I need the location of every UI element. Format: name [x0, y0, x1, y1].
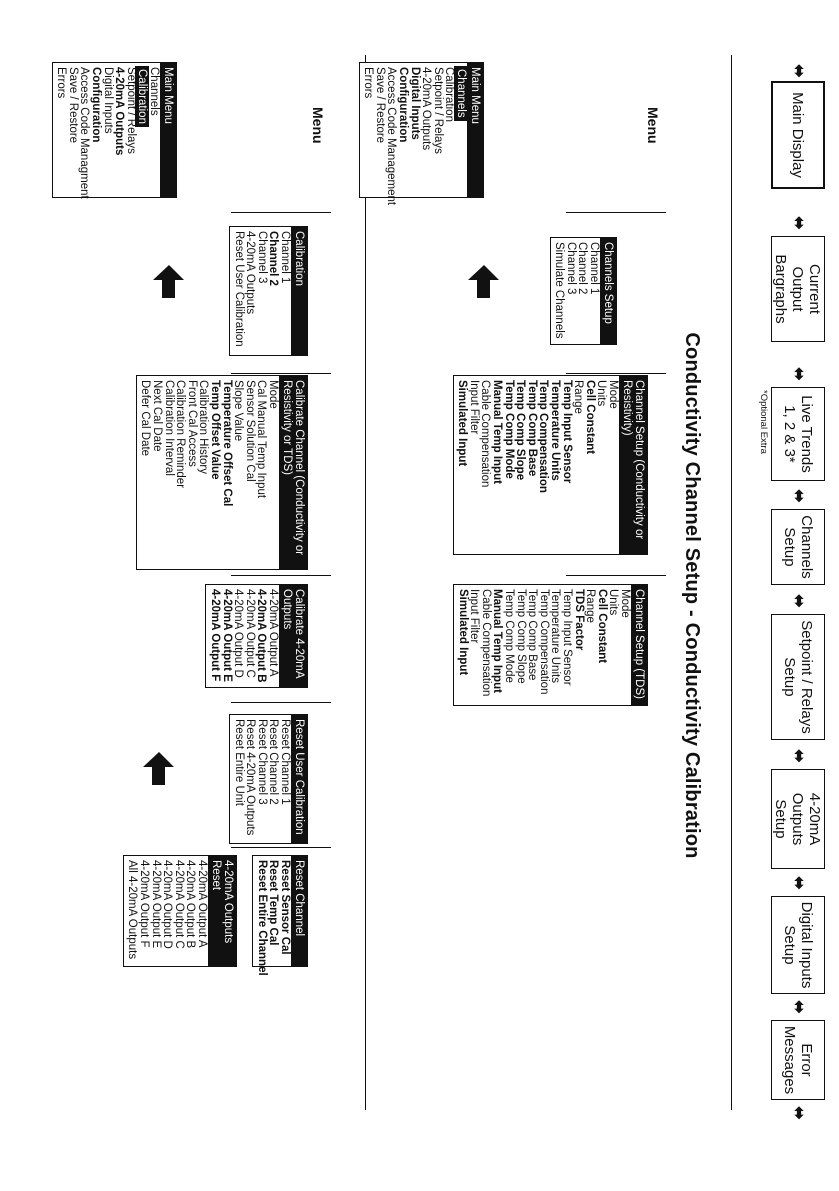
menu-item[interactable]: Mode [619, 589, 631, 618]
menu-item[interactable]: Simulate Channels [553, 242, 566, 339]
menu-item[interactable]: Next Cal Date [151, 380, 164, 452]
menu-item[interactable]: Errors [362, 67, 375, 99]
menu-item[interactable]: Units [607, 589, 620, 616]
menu-header: Calibrate Channel (Conductivity or Resistivity or TDS) [279, 376, 307, 569]
left-right-arrow-icon: ⬌ [790, 1106, 807, 1120]
up-arrow-icon [152, 265, 184, 299]
menu-label: Menu [645, 107, 661, 144]
menu-item[interactable]: Save / Restore [373, 67, 386, 144]
menu-item[interactable]: Temp Comp Mode [502, 380, 515, 479]
menu-item[interactable]: Manual Temp Input [491, 380, 504, 484]
menu-item[interactable]: Reset Entire Channel [255, 860, 268, 976]
menu-item[interactable]: Temperature Offset Cal [220, 380, 233, 507]
left-right-arrow-icon: ⬌ [790, 594, 807, 608]
menu-item[interactable]: Reset Channel 3 [255, 719, 268, 805]
menu-item[interactable]: Cable Compensation [479, 589, 492, 697]
left-right-arrow-icon: ⬌ [790, 749, 807, 763]
error-messages-box: Error Messages [771, 1020, 825, 1100]
menu-item[interactable]: Reset Channel 1 [279, 719, 291, 805]
current-output-bargraphs-box: Current Output Bargraphs [771, 236, 825, 342]
channels-setup-panel [550, 237, 617, 345]
menu-item[interactable]: Front Cal Access [185, 380, 198, 467]
menu-item[interactable]: 4-20mA Output F [138, 860, 151, 948]
column-separator [566, 575, 666, 576]
menu-item[interactable]: Cable Compensation [479, 380, 492, 488]
menu-item[interactable]: Cal Manual Temp Input [255, 380, 268, 499]
menu-item[interactable]: 4-20mA Outputs [420, 67, 433, 151]
menu-header [619, 376, 647, 554]
setpoint-relays-setup-box: Setpoint / Relays Setup [771, 614, 825, 740]
up-arrow-icon [467, 265, 499, 299]
menu-item-channels[interactable]: Channels [455, 69, 467, 118]
menu-item[interactable]: 4-20mA Outputs [244, 231, 257, 315]
reset-channel-panel [252, 855, 308, 976]
menu-item[interactable]: Range [572, 380, 585, 414]
menu-header: Main Menu [467, 63, 483, 197]
menu-item[interactable]: Channel 1 [279, 231, 291, 284]
column-separator [231, 373, 331, 374]
menu-item[interactable]: 4-20mA Output E [149, 860, 162, 949]
live-trends-box: Live Trends 1, 2 & 3* [771, 387, 825, 481]
menu-item[interactable]: Calibration [443, 67, 456, 122]
menu-item[interactable]: Calibration Interval [162, 380, 175, 476]
menu-item[interactable]: Temp Offset Value [209, 380, 222, 480]
menu-item[interactable]: Temp Comp Slope [514, 380, 527, 481]
menu-item[interactable]: Digital Inputs [101, 67, 114, 134]
top-divider [731, 55, 732, 1110]
menu-header: Channel Setup (TDS) [631, 585, 647, 705]
menu-item[interactable]: 4-20mA Output C [243, 589, 256, 678]
menu-item[interactable]: Temperature Units [549, 589, 562, 683]
menu-item[interactable]: Channel 2 [576, 242, 589, 295]
menu-item[interactable]: Temp Comp Base [526, 589, 539, 681]
menu-item[interactable]: Access Code Management [385, 67, 398, 206]
menu-header: Main Menu [160, 63, 176, 197]
menu-item[interactable]: Channel 3 [255, 231, 268, 284]
calibration-panel [229, 226, 308, 356]
menu-item[interactable]: Errors [55, 67, 68, 99]
menu-item[interactable]: Access Code Managment [78, 67, 91, 199]
menu-item[interactable]: All 4-20mA Outputs [126, 860, 139, 960]
page-title: Conductivity Channel Setup - Conductivity Calibration [681, 332, 703, 859]
menu-item[interactable]: Simulated Input [456, 380, 469, 467]
menu-item[interactable]: Units [595, 380, 608, 407]
outputs-setup-box: 4-20mA Outputs Setup [771, 769, 825, 869]
channels-setup-box: Channels Setup [771, 509, 825, 585]
channel-setup-conductivity-panel [453, 375, 648, 555]
left-right-arrow-icon: ⬌ [790, 367, 807, 381]
menu-item[interactable]: Temp Comp Slope [514, 589, 527, 684]
menu-item[interactable]: 4-20mA Output B [255, 589, 268, 683]
menu-item[interactable]: Reset Entire Unit [232, 719, 245, 806]
menu-item[interactable]: TDS Factor [572, 589, 585, 651]
main-display-box: Main Display [771, 81, 825, 189]
menu-item[interactable]: 4-20mA Output C [172, 860, 185, 949]
menu-item[interactable]: Sensor Solution Cal [243, 380, 256, 482]
menu-item[interactable]: Setpoint / Relays [124, 67, 137, 154]
menu-header: 4-20mA Outputs Reset [208, 856, 236, 966]
menu-item[interactable]: 4-20mA Output E [220, 589, 233, 682]
left-right-arrow-icon: ⬌ [790, 64, 807, 78]
menu-item[interactable]: Cell Constant [595, 589, 608, 664]
menu-item[interactable]: Mode [607, 380, 619, 409]
menu-item[interactable]: Reset Temp Cal [267, 860, 280, 946]
menu-label: Menu [310, 107, 326, 144]
menu-item[interactable]: Reset Sensor Cal [279, 860, 291, 955]
column-separator [566, 212, 666, 213]
menu-item[interactable]: 4-20mA Output A [267, 589, 279, 677]
column-separator [231, 575, 331, 576]
up-arrow-icon [142, 752, 174, 786]
menu-item[interactable]: Defer Cal Date [139, 380, 152, 457]
menu-item[interactable]: Digital Inputs [408, 67, 421, 140]
menu-item[interactable]: 4-20mA Outputs [113, 67, 126, 156]
menu-item[interactable]: 4-20mA Output F [209, 589, 222, 682]
menu-item[interactable]: Slope Value [232, 380, 245, 442]
menu-item[interactable]: Simulated Input [456, 589, 469, 676]
digital-inputs-setup-box: Digital Inputs Setup [771, 896, 825, 994]
menu-item[interactable]: 4-20mA Output D [161, 860, 174, 949]
menu-item[interactable]: Calibration Reminder [174, 380, 187, 489]
menu-item[interactable]: Manual Temp Input [491, 589, 504, 693]
menu-item-calibration[interactable]: Calibration [136, 69, 149, 124]
menu-header: Calibration [291, 227, 307, 355]
calibrate-outputs-panel [205, 584, 308, 688]
left-right-arrow-icon: ⬌ [790, 1000, 807, 1014]
menu-item[interactable]: Cell Constant [583, 380, 596, 455]
menu-item[interactable]: Configuration [90, 67, 103, 143]
menu-item[interactable]: 4-20mA Output B [184, 860, 197, 949]
channel-setup-tds-panel [453, 584, 648, 706]
middle-divider [365, 55, 366, 1110]
menu-item[interactable]: Temp Comp Base [525, 380, 538, 477]
menu-item[interactable]: 4-20mA Output D [232, 589, 245, 678]
menu-item[interactable]: Channel 3 [564, 242, 577, 295]
menu-header: Channels Setup [600, 238, 616, 344]
menu-item[interactable]: Calibration History [197, 380, 210, 474]
menu-item[interactable]: Input Filter [467, 380, 480, 435]
column-separator [231, 212, 331, 213]
menu-header: Reset Channel [291, 856, 307, 966]
menu-item[interactable]: Setpoint / Relays [431, 67, 444, 154]
left-right-arrow-icon: ⬌ [790, 489, 807, 503]
header-text: Channel Setup (Conductivity or Resistivity) [621, 380, 645, 540]
menu-item[interactable]: Reset User Calibration [232, 231, 245, 347]
menu-item[interactable]: Input Filter [468, 589, 481, 644]
outputs-reset-panel [123, 855, 237, 967]
left-right-arrow-icon: ⬌ [790, 876, 807, 890]
column-separator [566, 373, 666, 374]
calibrate-channel-panel [136, 375, 308, 570]
left-right-arrow-icon: ⬌ [790, 216, 807, 230]
menu-item[interactable]: Configuration [397, 67, 410, 143]
menu-item[interactable]: Reset 4-20mA Outputs [244, 719, 257, 836]
menu-header: Reset User Calibration [291, 715, 307, 843]
menu-item[interactable]: Channels [148, 67, 160, 116]
column-separator [231, 702, 331, 703]
menu-item[interactable]: Reset Channel 2 [267, 719, 280, 805]
reset-user-calibration-panel [229, 714, 308, 844]
menu-item[interactable]: Temp Input Sensor [560, 380, 573, 484]
optional-extra-note: *Optional Extra [758, 390, 769, 454]
column-separator [231, 847, 331, 848]
menu-item[interactable]: 4-20mA Output A [196, 860, 208, 948]
menu-item[interactable]: Mode [267, 380, 279, 409]
menu-item[interactable]: Temp Compensation [537, 380, 550, 493]
main-menu-panel [359, 62, 484, 206]
menu-item[interactable]: Temperature Units [549, 380, 562, 481]
menu-item[interactable]: Temp Compensation [537, 589, 550, 695]
menu-item[interactable]: Temp Input Sensor [561, 589, 574, 686]
menu-item[interactable]: Save / Restore [66, 67, 79, 144]
main-menu-panel [52, 62, 177, 198]
menu-header: Calibrate 4-20mA Outputs [279, 585, 307, 687]
menu-item[interactable]: Channel 1 [588, 242, 600, 295]
menu-item[interactable]: Temp Comp Mode [503, 589, 516, 683]
menu-item[interactable]: Range [584, 589, 597, 623]
menu-item[interactable]: Channel 2 [267, 231, 280, 286]
